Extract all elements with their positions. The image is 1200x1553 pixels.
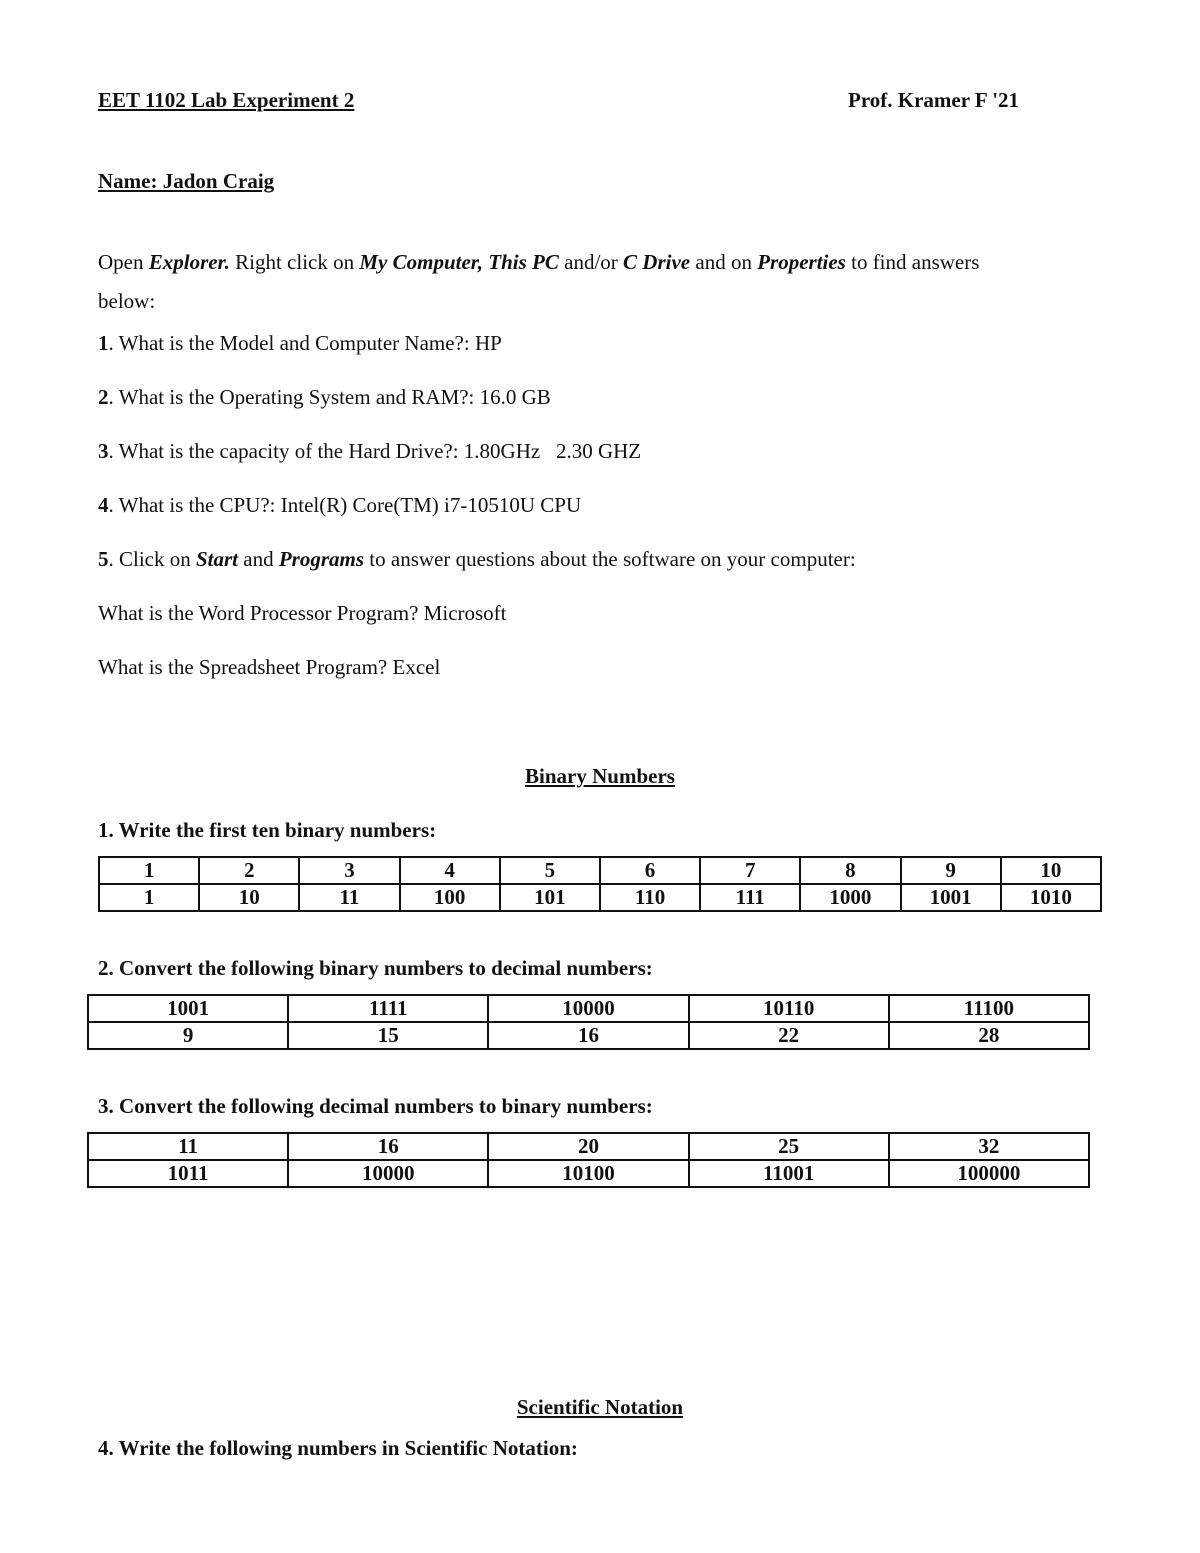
binary-table-1 xyxy=(98,856,1102,912)
table-cell: 11 xyxy=(299,884,399,911)
instr-c-drive: C Drive xyxy=(623,250,691,274)
table-cell: 1011 xyxy=(88,1160,288,1187)
table-cell: 10000 xyxy=(488,995,688,1022)
professor-label: Prof. Kramer F '21 xyxy=(848,88,1020,112)
table-cell: 32 xyxy=(889,1133,1089,1160)
question-text: . What is the CPU?: Intel(R) Core(TM) i7-10510U CPU xyxy=(108,493,582,517)
table-cell: 6 xyxy=(600,857,700,884)
table-cell: 11 xyxy=(88,1133,288,1160)
table-cell: 15 xyxy=(288,1022,488,1049)
table-row xyxy=(99,857,1101,884)
table-cell: 1 xyxy=(99,857,199,884)
table-cell: 10100 xyxy=(488,1160,688,1187)
table-cell: 11001 xyxy=(689,1160,889,1187)
question-text: . What is the capacity of the Hard Drive?: 1.80GHz 2.30 GHZ xyxy=(108,439,642,463)
instr-explorer: Explorer. xyxy=(148,250,230,274)
question-number: 5 xyxy=(98,547,109,571)
table-cell: 1001 xyxy=(901,884,1001,911)
binary-table-3 xyxy=(87,1132,1090,1188)
binary-heading-wrap xyxy=(0,764,1200,789)
instr-text: Right click on xyxy=(229,250,360,274)
instructions-line1 xyxy=(98,250,979,275)
question-3 xyxy=(98,439,641,464)
sci-heading: Scientific Notation xyxy=(516,1395,684,1419)
word-processor-answer: What is the Word Processor Program? Microsoft xyxy=(98,601,507,625)
table-cell: 4 xyxy=(400,857,500,884)
table-cell: 101 xyxy=(500,884,600,911)
q5-start: Start xyxy=(196,547,239,571)
table-cell: 1000 xyxy=(800,884,900,911)
student-name: Name: Jadon Craig xyxy=(98,169,275,193)
table-cell: 16 xyxy=(488,1022,688,1049)
question-text: . What is the Operating System and RAM?: 16.0 GB xyxy=(108,385,551,409)
table-cell: 7 xyxy=(700,857,800,884)
table-cell: 16 xyxy=(288,1133,488,1160)
instr-text: to find answers xyxy=(845,250,980,274)
question-4 xyxy=(98,493,581,518)
table-cell: 3 xyxy=(299,857,399,884)
table-cell: 10 xyxy=(199,884,299,911)
table-row xyxy=(88,1160,1089,1187)
table-cell: 10 xyxy=(1001,857,1101,884)
table-cell: 10110 xyxy=(689,995,889,1022)
instr-properties: Properties xyxy=(757,250,846,274)
table-cell: 2 xyxy=(199,857,299,884)
table-cell: 20 xyxy=(488,1133,688,1160)
binary-table-2 xyxy=(87,994,1090,1050)
instr-text: Open xyxy=(98,250,149,274)
q5-text: . Click on xyxy=(108,547,196,571)
instr-text: and on xyxy=(690,250,758,274)
q5-programs: Programs xyxy=(278,547,365,571)
question-2 xyxy=(98,385,551,410)
binary-heading: Binary Numbers xyxy=(525,764,675,788)
instr-text: and/or xyxy=(558,250,624,274)
spreadsheet-answer: What is the Spreadsheet Program? Excel xyxy=(98,655,441,679)
question-number: 4 xyxy=(98,493,109,517)
question-1 xyxy=(98,331,502,356)
table-cell: 9 xyxy=(901,857,1001,884)
table-row xyxy=(88,1133,1089,1160)
table-cell: 10000 xyxy=(288,1160,488,1187)
question-5 xyxy=(98,547,856,572)
table-cell: 100000 xyxy=(889,1160,1089,1187)
question-number: 1 xyxy=(98,331,109,355)
table-cell: 5 xyxy=(500,857,600,884)
table-cell: 11100 xyxy=(889,995,1089,1022)
table-row xyxy=(88,1022,1089,1049)
table-cell: 100 xyxy=(400,884,500,911)
table-cell: 111 xyxy=(700,884,800,911)
question-number: 2 xyxy=(98,385,109,409)
table-cell: 28 xyxy=(889,1022,1089,1049)
question-text: . What is the Model and Computer Name?: HP xyxy=(108,331,502,355)
table-cell: 110 xyxy=(600,884,700,911)
table-cell: 1001 xyxy=(88,995,288,1022)
table-cell: 1111 xyxy=(288,995,488,1022)
table-cell: 25 xyxy=(689,1133,889,1160)
table-cell: 1 xyxy=(99,884,199,911)
table-cell: 1010 xyxy=(1001,884,1101,911)
instructions-line2: below: xyxy=(98,289,156,313)
table-row xyxy=(99,884,1101,911)
q5-text: to answer questions about the software on your computer: xyxy=(364,547,856,571)
sci-q4: 4. Write the following numbers in Scientific Notation: xyxy=(98,1436,578,1460)
instr-my-computer: My Computer, This PC xyxy=(359,250,559,274)
q5-text: and xyxy=(238,547,279,571)
question-number: 3 xyxy=(98,439,109,463)
doc-title: EET 1102 Lab Experiment 2 xyxy=(98,88,355,112)
table-cell: 9 xyxy=(88,1022,288,1049)
binary-q1: 1. Write the first ten binary numbers: xyxy=(98,818,437,842)
binary-q2: 2. Convert the following binary numbers to decimal numbers: xyxy=(98,956,653,980)
table-cell: 8 xyxy=(800,857,900,884)
table-row xyxy=(88,995,1089,1022)
table-cell: 22 xyxy=(689,1022,889,1049)
binary-q3: 3. Convert the following decimal numbers to binary numbers: xyxy=(98,1094,653,1118)
